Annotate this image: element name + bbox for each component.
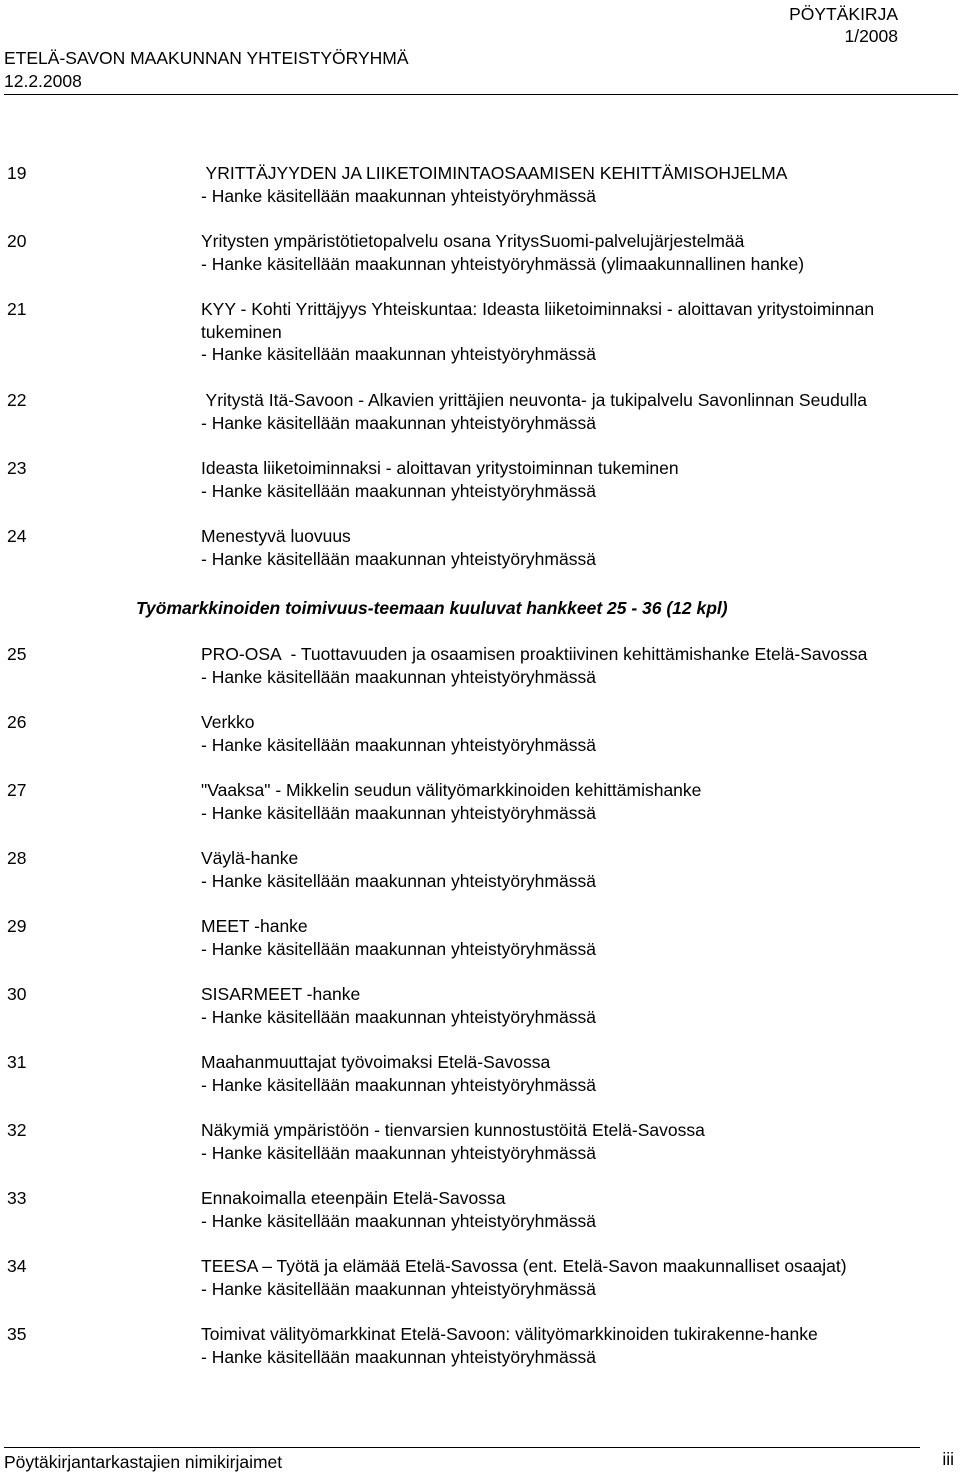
header-divider bbox=[4, 94, 958, 95]
item-title: Näkymiä ympäristöön - tienvarsien kunnostustöitä Etelä-Savossa bbox=[201, 1120, 705, 1140]
item-status: - Hanke käsitellään maakunnan yhteistyöryhmässä bbox=[201, 549, 596, 569]
item-status: - Hanke käsitellään maakunnan yhteistyöryhmässä bbox=[201, 413, 596, 433]
item-status: - Hanke käsitellään maakunnan yhteistyöryhmässä bbox=[201, 1279, 596, 1299]
item-status: - Hanke käsitellään maakunnan yhteistyöryhmässä bbox=[201, 186, 596, 206]
item-number: 31 bbox=[7, 1052, 27, 1072]
item-title-continuation: tukeminen bbox=[201, 322, 282, 342]
item-status: - Hanke käsitellään maakunnan yhteistyöryhmässä (ylimaakunnallinen hanke) bbox=[201, 254, 805, 274]
item-title: Menestyvä luovuus bbox=[201, 526, 351, 546]
item-number: 30 bbox=[7, 984, 27, 1004]
meeting-date: 12.2.2008 bbox=[4, 71, 82, 91]
item-number: 35 bbox=[7, 1324, 27, 1344]
item-status: - Hanke käsitellään maakunnan yhteistyöryhmässä bbox=[201, 344, 596, 364]
organization-name: ETELÄ-SAVON MAAKUNNAN YHTEISTYÖRYHMÄ bbox=[4, 48, 409, 68]
item-status: - Hanke käsitellään maakunnan yhteistyöryhmässä bbox=[201, 1075, 596, 1095]
item-title: TEESA – Työtä ja elämää Etelä-Savossa (ent. Etelä-Savon maakunnalliset osaajat) bbox=[201, 1256, 847, 1276]
item-status: - Hanke käsitellään maakunnan yhteistyöryhmässä bbox=[201, 1143, 596, 1163]
item-status: - Hanke käsitellään maakunnan yhteistyöryhmässä bbox=[201, 667, 596, 687]
item-number: 33 bbox=[7, 1188, 27, 1208]
item-title: Toimivat välityömarkkinat Etelä-Savoon: välityömarkkinoiden tukirakenne-hanke bbox=[201, 1324, 818, 1344]
item-status: - Hanke käsitellään maakunnan yhteistyöryhmässä bbox=[201, 1347, 596, 1367]
item-title: MEET -hanke bbox=[201, 916, 308, 936]
item-number: 29 bbox=[7, 916, 27, 936]
item-status: - Hanke käsitellään maakunnan yhteistyöryhmässä bbox=[201, 871, 596, 891]
item-title: YRITTÄJYYDEN JA LIIKETOIMINTAOSAAMISEN KEHITTÄMISOHJELMA bbox=[201, 163, 788, 183]
item-title: Yritystä Itä-Savoon - Alkavien yrittäjien neuvonta- ja tukipalvelu Savonlinnan Seudulla bbox=[201, 390, 868, 410]
document-type: PÖYTÄKIRJA bbox=[789, 4, 898, 24]
item-title: Väylä-hanke bbox=[201, 848, 299, 868]
document-number: 1/2008 bbox=[844, 26, 898, 46]
item-title: PRO-OSA - Tuottavuuden ja osaamisen proaktiivinen kehittämishanke Etelä-Savossa bbox=[201, 644, 868, 664]
page-number: iii bbox=[942, 1449, 954, 1469]
item-title: KYY - Kohti Yrittäjyys Yhteiskuntaa: Ideasta liiketoiminnaksi - aloittavan yritystoiminnan bbox=[201, 299, 875, 319]
item-number: 22 bbox=[7, 390, 27, 410]
item-title: SISARMEET -hanke bbox=[201, 984, 361, 1004]
item-number: 32 bbox=[7, 1120, 27, 1140]
item-number: 23 bbox=[7, 458, 27, 478]
item-status: - Hanke käsitellään maakunnan yhteistyöryhmässä bbox=[201, 803, 596, 823]
item-number: 28 bbox=[7, 848, 27, 868]
item-status: - Hanke käsitellään maakunnan yhteistyöryhmässä bbox=[201, 1211, 596, 1231]
reviewer-initials-label: Pöytäkirjantarkastajien nimikirjaimet bbox=[4, 1452, 283, 1472]
item-number: 21 bbox=[7, 299, 27, 319]
section-heading: Työmarkkinoiden toimivuus-teemaan kuuluvat hankkeet 25 - 36 (12 kpl) bbox=[136, 598, 728, 618]
item-number: 26 bbox=[7, 712, 27, 732]
item-number: 24 bbox=[7, 526, 27, 546]
item-title: "Vaaksa" - Mikkelin seudun välityömarkkinoiden kehittämishanke bbox=[201, 780, 702, 800]
item-number: 20 bbox=[7, 231, 27, 251]
item-title: Ideasta liiketoiminnaksi - aloittavan yritystoiminnan tukeminen bbox=[201, 458, 679, 478]
item-number: 34 bbox=[7, 1256, 27, 1276]
item-title: Verkko bbox=[201, 712, 255, 732]
item-status: - Hanke käsitellään maakunnan yhteistyöryhmässä bbox=[201, 735, 596, 755]
item-number: 19 bbox=[7, 163, 27, 183]
item-title: Yritysten ympäristötietopalvelu osana YritysSuomi-palvelujärjestelmää bbox=[201, 231, 745, 251]
item-status: - Hanke käsitellään maakunnan yhteistyöryhmässä bbox=[201, 1007, 596, 1027]
item-title: Maahanmuuttajat työvoimaksi Etelä-Savossa bbox=[201, 1052, 551, 1072]
item-title: Ennakoimalla eteenpäin Etelä-Savossa bbox=[201, 1188, 506, 1208]
item-status: - Hanke käsitellään maakunnan yhteistyöryhmässä bbox=[201, 481, 596, 501]
item-number: 27 bbox=[7, 780, 27, 800]
item-status: - Hanke käsitellään maakunnan yhteistyöryhmässä bbox=[201, 939, 596, 959]
footer-divider bbox=[4, 1447, 920, 1448]
item-number: 25 bbox=[7, 644, 27, 664]
